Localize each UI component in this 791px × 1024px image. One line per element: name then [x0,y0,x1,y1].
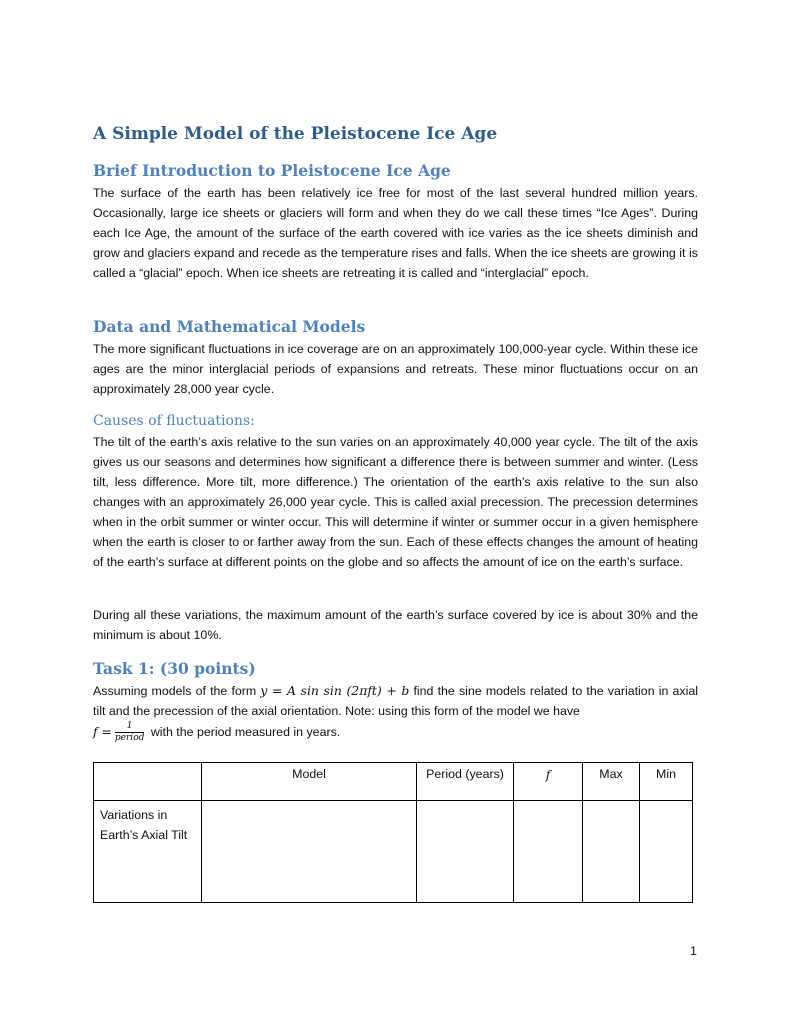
page-number: 1 [690,944,697,958]
table-header-cell: f [514,763,583,801]
table-row-label: Variations in Earth’s Axial Tilt [94,801,202,903]
fraction-numerator: 1 [115,721,144,733]
table-header-row [94,763,693,801]
table-cell[interactable] [583,801,640,903]
table-header-cell: Model [202,763,417,801]
task1-text-end: with the period measured in years. [150,724,341,739]
intro-paragraph: The surface of the earth has been relatively ice free for most of the last several hundred million years. Occasionally, large ice sheets or glaciers will form and when they do we call these times “Ice Ages”. During each Ice Age, the amount of the surface of the earth covered with ice varies as the ice sheets diminish and grow and glaciers expand and recede as the temperature rises and falls. When the ice sheets are growing it is called a “glacial” epoch. When ice sheets are retreating it is called and “interglacial” epoch. [93,186,698,280]
causes-paragraph-2: During all these variations, the maximum amount of the earth’s surface covered by ice is about 30% and the minimum is about 10%. [93,608,698,642]
task1-text-post: find the sine models related to the variation in axial tilt and the precession of the axial orientation. Note: using this form of the model we have [93,684,698,718]
section-heading-intro: Brief Introduction to Pleistocene Ice Age [93,161,451,180]
table-header-cell: Min [640,763,693,801]
table-header-cell: Period (years) [417,763,514,801]
frequency-lhs: f = [93,723,112,739]
table-cell[interactable] [514,801,583,903]
section-heading-task1: Task 1: (30 points) [93,659,256,678]
table-header-cell [94,763,202,801]
section-heading-data-models: Data and Mathematical Models [93,317,366,336]
task1-paragraph [93,681,698,744]
table-row [94,801,693,903]
table-cell[interactable] [640,801,693,903]
task1-text-pre: Assuming models of the form [93,684,257,698]
data-models-paragraph: The more significant fluctuations in ice coverage are on an approximately 100,000-year cycle. Within these ice ages are the minor interglacial periods of expansions and retreats. These minor fluctuations occur on an approximately 28,000 year cycle. [93,342,698,396]
document-title: A Simple Model of the Pleistocene Ice Age [93,124,498,144]
table-cell[interactable] [202,801,417,903]
fraction-denominator: period [114,733,145,743]
section-heading-causes: Causes of fluctuations: [93,413,255,429]
task1-table [93,762,693,903]
frequency-fraction [115,721,144,744]
table-cell[interactable] [417,801,514,903]
model-formula: y = A sin sin (2πft) + b [260,683,410,698]
table-header-cell: Max [583,763,640,801]
causes-paragraph-1: The tilt of the earth’s axis relative to the sun varies on an approximately 40,000 year cycle. The tilt of the axis gives us our seasons and determines how significant a difference there is between summer and winter. (Less tilt, less difference. More tilt, more difference.) The orientation of the earth’s axis relative to the sun also changes with an approximately 26,000 year cycle. This is called axial precession. The precession determines when in the orbit summer or winter occur. This will determine if winter or summer occur in a given hemisphere when the earth is closer to or farther away from the sun. Each of these effects changes the amount of heating of the earth’s surface at different points on the globe and so affects the amount of ice on the earth’s surface. [93,435,698,569]
